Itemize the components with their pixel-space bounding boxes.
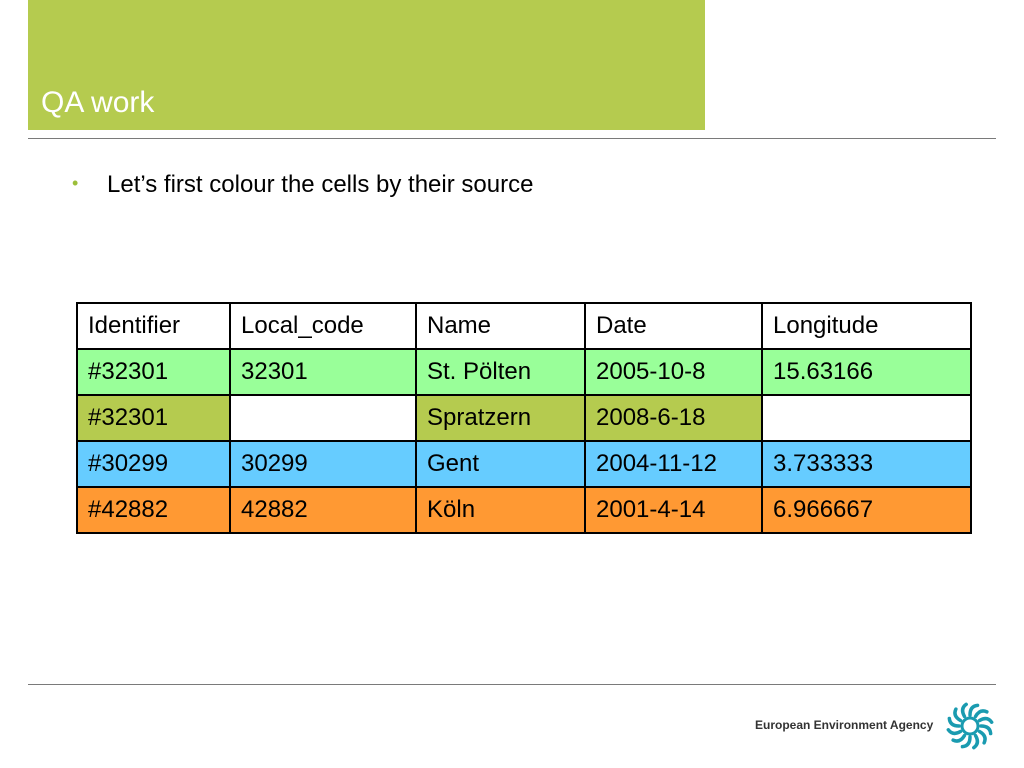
logo-ray	[963, 704, 967, 716]
table-cell: 15.63166	[762, 349, 971, 395]
table-row	[77, 395, 971, 441]
table-cell: #32301	[77, 395, 230, 441]
table-cell: 6.966667	[762, 487, 971, 533]
table-cell	[762, 395, 971, 441]
table-cell: 2008-6-18	[585, 395, 762, 441]
logo-ray	[953, 736, 964, 742]
table-cell: 2004-11-12	[585, 441, 762, 487]
table-cell: 42882	[230, 487, 416, 533]
table-row	[77, 487, 971, 533]
agency-name: European Environment Agency	[755, 718, 934, 732]
logo-ray	[955, 709, 961, 720]
logo-ray	[980, 719, 992, 723]
logo-ray	[976, 711, 987, 717]
table-row	[77, 349, 971, 395]
table-cell: 30299	[230, 441, 416, 487]
table-header-cell: Date	[585, 303, 762, 349]
table-cell: Spratzern	[416, 395, 585, 441]
top-divider	[28, 138, 996, 139]
table-cell: 32301	[230, 349, 416, 395]
table-row	[77, 441, 971, 487]
table-cell: Gent	[416, 441, 585, 487]
table-cell: Köln	[416, 487, 585, 533]
table-cell: 3.733333	[762, 441, 971, 487]
eea-logo-icon	[945, 701, 995, 751]
table-cell: #42882	[77, 487, 230, 533]
source-table	[76, 302, 972, 534]
logo-ray	[948, 730, 960, 734]
bullet-marker: •	[72, 173, 79, 193]
table-cell: 2005-10-8	[585, 349, 762, 395]
table-header-cell: Name	[416, 303, 585, 349]
title-banner	[28, 0, 705, 130]
table-cell: St. Pölten	[416, 349, 585, 395]
bottom-divider	[28, 684, 996, 685]
table-cell: #32301	[77, 349, 230, 395]
slide-title: QA work	[41, 86, 155, 119]
table-cell	[230, 395, 416, 441]
table-header-row	[77, 303, 971, 349]
table-cell: 2001-4-14	[585, 487, 762, 533]
footer-branding	[755, 701, 1000, 751]
bullet-text: Let’s first colour the cells by their source	[107, 171, 534, 198]
table-header-cell: Local_code	[230, 303, 416, 349]
logo-ray	[980, 732, 986, 743]
table-cell: #30299	[77, 441, 230, 487]
table-header-cell: Longitude	[762, 303, 971, 349]
logo-ray	[974, 736, 978, 748]
table-header-cell: Identifier	[77, 303, 230, 349]
